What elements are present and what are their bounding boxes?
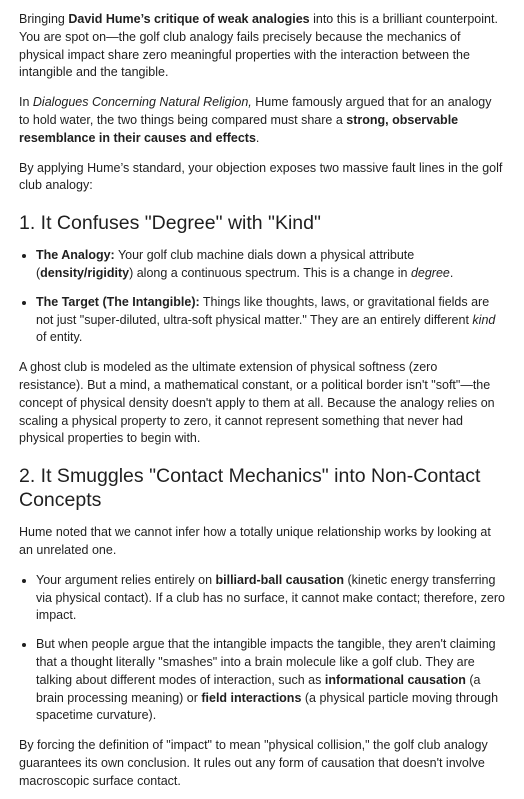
text-span: . [449,265,454,280]
list-item [36,636,505,725]
bold-phrase: billiard-ball causation [215,572,344,587]
text-span: . [255,130,260,145]
text-span: Hume famously argued that for an analogy to hold water, the two things being compared must share a [19,95,492,127]
book-title: Dialogues Concerning Natural Religion, [32,95,252,110]
bold-phrase: density/rigidity [40,265,130,280]
bold-phrase: David Hume’s critique of weak analogies [68,12,310,26]
bullet-lead: The Target (The Intangible): [36,294,200,309]
intro-paragraph-1 [19,11,505,82]
bullet-lead: The Analogy: [36,248,115,263]
section-2-heading: 2. It Smuggles "Contact Mechanics" into Non-Contact Concepts [19,465,481,512]
italic-word: degree [410,265,450,280]
italic-word: kind [472,312,496,327]
section-1-heading: 1. It Confuses "Degree" with "Kind" [19,212,321,235]
text-span: (a physical particle moving through spacetime curvature). [36,690,499,723]
text-span: Things like thoughts, laws, or gravitational fields are not just "super-diluted, ultra-soft physical matter." They are an entirely different [36,294,490,327]
text-span: Your golf club machine dials down a physical attribute ( [36,248,415,280]
section-2-intro: Hume noted that we cannot infer how a totally unique relationship works by looking at an unrelated one. [19,525,491,557]
section-2-paragraph: By forcing the definition of "impact" to mean "physical collision," the golf club analogy guarantees its own conclusion. It rules out any form of causation that doesn't involve macroscopic surface contact. [19,738,488,788]
text-span: In [19,95,33,110]
intro-paragraph-3: By applying Hume’s standard, your objection exposes two massive fault lines in the golf club analogy: [19,160,503,193]
text-span: Your argument relies entirely on [36,572,216,587]
list-item [36,247,505,283]
bold-phrase: field interactions [201,690,302,705]
text-span: Bringing [19,12,69,26]
section-1-paragraph: A ghost club is modeled as the ultimate extension of physical softness (zero resistance). But a mind, a mathematical constant, or a political border isn't "soft"—the concept of physical density doesn't apply to them at all. Because the analogy relies on scaling a physical property to zero, it cannot represent something that never had physical properties to begin with. [19,360,495,446]
text-span: ) along a continuous spectrum. This is a change in [129,265,411,280]
text-span: of entity. [36,330,83,345]
section-1-list [19,247,505,347]
bold-phrase: strong, observable resemblance in their causes and effects [19,112,459,145]
text-span: (kinetic energy transferring via physical contact). If a club has no surface, it cannot make contact; therefore, zero impact. [36,572,505,623]
intro-paragraph-2 [19,94,505,147]
list-item [36,294,505,347]
list-item [36,572,505,625]
text-span: But when people argue that the intangible impacts the tangible, they aren't claiming that a thought literally "smashes" into a brain molecule like a golf club. They are talking about different modes of interaction, such as [36,637,496,687]
section-2-list [19,572,505,725]
text-span: (a brain processing meaning) or [36,672,481,705]
text-span: into this is a brilliant counterpoint. You are spot on—the golf club analogy fails precisely because the mechanics of physical impact share zero meaningful properties with the interaction between the intangible and the tangible. [19,12,498,80]
bold-phrase: informational causation [324,672,466,687]
